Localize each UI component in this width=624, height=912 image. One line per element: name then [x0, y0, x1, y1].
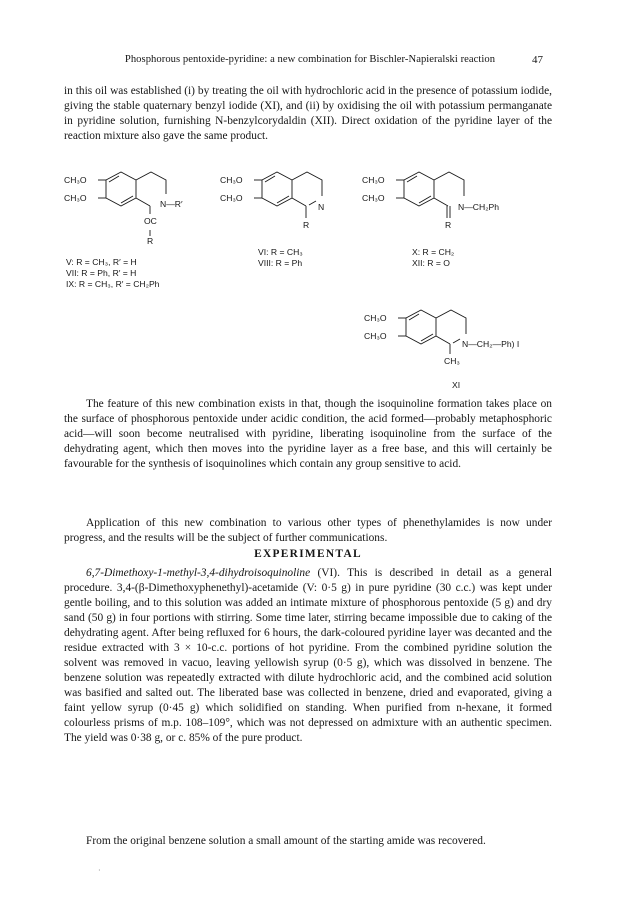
- section-heading: EXPERIMENTAL: [254, 548, 362, 560]
- structure-amide: [64, 172, 183, 289]
- carbonyl-label: OC: [144, 216, 157, 226]
- methoxy-label: CH₃O: [64, 193, 87, 203]
- structure-quaternary-iodide: [364, 310, 519, 390]
- paragraph-procedure: [64, 566, 552, 746]
- structure-dihydroisoquinoline: [220, 172, 324, 268]
- ring-n-label: N: [318, 202, 325, 212]
- legend-line: V: R = CH₃, R′ = H: [66, 257, 137, 267]
- paragraph-intro: in this oil was established (i) by treating the oil with hydrochloric acid in the presence of potassium iodide, giving the stable quaternary benzyl iodide (XI), and (ii) by oxidising the oil with potassium permanganate in pyridine solution, furnishing N-benzylcorydaldin (XII). Direct oxidation of the pyridine layer of the reaction mixture also gave the same product.: [64, 85, 552, 142]
- compound-numeral: XI: [452, 380, 461, 390]
- legend-line: VII: R = Ph, R′ = H: [66, 268, 137, 278]
- methoxy-label: CH₃O: [362, 175, 385, 185]
- r-label: R: [147, 236, 154, 246]
- methoxy-label: CH₃O: [364, 313, 387, 323]
- methoxy-label: CH₃O: [220, 175, 243, 185]
- methyl-label: CH₃: [444, 356, 460, 366]
- paragraph-recovery: From the original benzene solution a small amount of the starting amide was recovered.: [86, 835, 486, 847]
- legend-line: VI: R = CH₃: [258, 247, 303, 257]
- running-title: Phosphorous pentoxide-pyridine: a new combination for Bischler-Napieralski reaction: [124, 54, 496, 65]
- footer-mark: ·: [98, 866, 101, 875]
- structure-n-benzyl: [362, 172, 499, 268]
- benzyl-n-label: N—CH₂Ph: [458, 202, 500, 212]
- legend-line: XII: R = O: [412, 258, 450, 268]
- r-label: R: [303, 220, 310, 230]
- methoxy-label: CH₃O: [64, 175, 87, 185]
- procedure-body: This is described in detail as a general procedure. 3,4-(β-Dimethoxyphenethyl)-acetamide (V: 0·5 g) in pure pyridine (30 c.c.) was kept under gentle boiling, and to this solution was added an intimate mixture of phosphorous pentoxide (5 g) and dry sand (50 g) in four portions with stirring. Some time later, stirring became impossible due to caking of the dehydrating agent. After being refluxed for 6 hours, the dark-coloured pyridine layer was decanted and the residue extracted with 3 × 10-c.c. portions of hot pyridine. From the combined pyridine solution the solvent was removed in vacuo, leaving yellowish syrup (0·5 g), which was dissolved in benzene. The benzene solution was repeatedly extracted with dilute hydrochloric acid, and the combined acid solution was basified and salted out. The liberated base was collected in benzene, dried and evaporated, giving a faint yellow syrup (0·45 g) which solidified on standing. When purified from n-hexane, it formed colourless prisms of m.p. 108–109°, which was not depressed on admixture with an authentic specimen. The yield was 0·38 g, or c. 85% of the pure product.: [64, 567, 552, 744]
- legend-line: VIII: R = Ph: [258, 258, 303, 268]
- methoxy-label: CH₃O: [364, 331, 387, 341]
- quaternary-n-label: N—CH₂—Ph) I: [462, 339, 520, 349]
- legend-line: IX: R = CH₃, R′ = CH₂Ph: [66, 279, 160, 289]
- compound-name: 6,7-Dimethoxy-1-methyl-3,4-dihydroisoquinoline: [86, 567, 311, 579]
- paragraph-feature: The feature of this new combination exists in that, though the isoquinoline formation takes place on the surface of phosphorous pentoxide under acidic condition, the acid formed—probably metaphosphoric acid—will soon become neutralised with pyridine, liberating isoquinoline from the surface of the dehydrating agent, which then moves into the pyridine layer as a free base, and this will certainly be favourable for the synthesis of isoquinolines which contain any group sensitive to acid.: [64, 398, 552, 470]
- compound-label: (VI).: [310, 567, 340, 579]
- paragraph-application: Application of this new combination to various other types of phenethylamides is now under progress, and the results will be the subject of further communications.: [64, 517, 552, 544]
- methoxy-label: CH₃O: [362, 193, 385, 203]
- amide-n-label: N—R′: [160, 199, 183, 209]
- r-label: R: [445, 220, 452, 230]
- page-number: 47: [532, 54, 543, 66]
- legend-line: X: R = CH₂: [412, 247, 455, 257]
- methoxy-label: CH₃O: [220, 193, 243, 203]
